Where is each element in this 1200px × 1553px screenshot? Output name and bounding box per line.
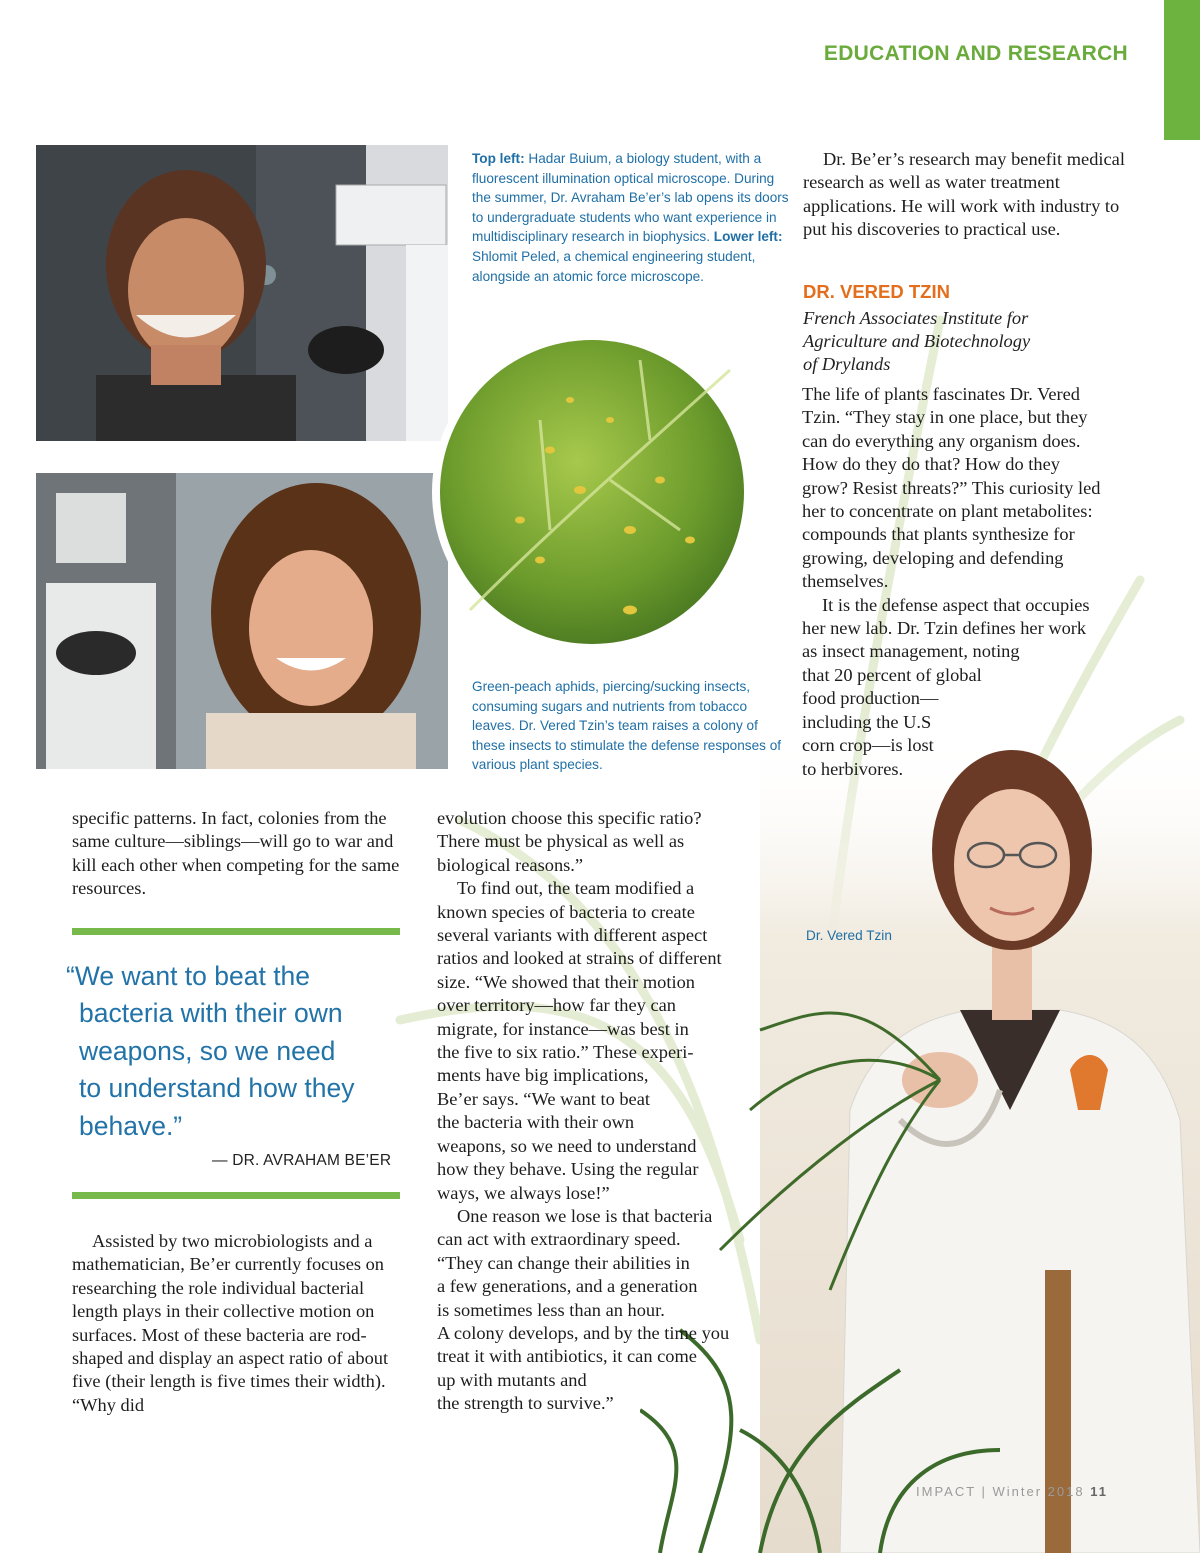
text-line: can do everything any organism does. [802, 430, 1081, 451]
text-line: It is the defense aspect that occupies [822, 594, 1090, 615]
text-line: compounds that plants synthesize for [802, 524, 1075, 545]
aphids-caption: Green-peach aphids, piercing/sucking insects, consuming sugars and nutrients from tobacco leaves. Dr. Vered Tzin’s team raises a colony of these insects to stimulate the defense responses of various plant species. [472, 679, 782, 773]
text-line: ways, we always lose!” [437, 1182, 610, 1203]
footer-publication: IMPACT | Winter 2018 [916, 1484, 1085, 1499]
text-line: The life of plants fascinates Dr. Vered [802, 384, 1080, 404]
pull-quote-rule-bottom [72, 1192, 400, 1199]
text-line: weapons, so we need to understand [437, 1135, 697, 1156]
text-line: up with mutants and [437, 1369, 587, 1390]
affiliation-line: of Drylands [803, 354, 891, 374]
text-line: evolution choose this specific ratio? [437, 808, 702, 828]
column1-top-paragraph: specific patterns. In fact, colonies from the same culture—siblings—will go to war and kill each other when competing for the same resources. [72, 808, 400, 899]
text-line: to herbivores. [802, 758, 904, 779]
text-line: how they behave. Using the regular [437, 1159, 699, 1180]
pull-quote-line: weapons, so we need [79, 1035, 336, 1066]
column1-bottom-paragraph [72, 1230, 412, 1417]
shlomit-peled-photo [36, 473, 448, 769]
caption-label-top-left: Top left: [472, 151, 525, 166]
text-line: a few generations, and a generation [437, 1276, 698, 1297]
text-line: size. “We showed that their motion [437, 971, 695, 992]
text-line: To find out, the team modified a [457, 878, 695, 899]
section-title: EDUCATION AND RESEARCH [823, 42, 1128, 65]
text-line: treat it with antibiotics, it can come [437, 1346, 697, 1367]
text-line: known species of bacteria to create [437, 901, 695, 922]
pull-quote-line: to understand how they [79, 1073, 355, 1104]
pull-quote-rule-top [72, 928, 400, 935]
pull-quote [66, 958, 406, 1145]
column2 [437, 807, 777, 1416]
text-line: the bacteria with their own [437, 1112, 635, 1133]
affiliation-line: Agriculture and Biotechnology [803, 331, 1031, 351]
pull-quote-line: bacteria with their own [79, 998, 343, 1029]
text-line: ments have big implications, [437, 1065, 649, 1086]
text-line: migrate, for instance—was best in [437, 1018, 689, 1039]
pull-quote-line: behave.” [79, 1110, 183, 1141]
portrait-caption: Dr. Vered Tzin [806, 928, 892, 943]
caption-label-lower-left: Lower left: [713, 229, 783, 245]
affiliation [803, 307, 1133, 376]
text-line: her new lab. Dr. Tzin defines her work [802, 618, 1087, 639]
text-line: as insect management, noting [802, 641, 1020, 662]
caption-text-lower-left: Shlomit Peled, a chemical engineering student, alongside an atomic force microscope. [472, 248, 756, 284]
text-line: several variants with different aspect [437, 925, 708, 946]
text-line: can act with extraordinary speed. [437, 1229, 681, 1250]
section-tab [1164, 0, 1200, 140]
text-line: the strength to survive.” [437, 1393, 614, 1414]
text-line: One reason we lose is that bacteria [457, 1205, 713, 1226]
text-line: There must be physical as well as [437, 831, 685, 852]
paragraph: Dr. Be’er’s research may benefit medical research as well as water treatment applications. He will work with industry to put his discoveries to practical use. [803, 149, 1125, 240]
affiliation-line: French Associates Institute for [803, 308, 1029, 328]
page-number: 11 [1090, 1484, 1108, 1499]
text-line: including the U.S [802, 711, 932, 732]
text-line: grow? Resist threats?” This curiosity led [802, 477, 1101, 498]
text-line: growing, developing and defending [802, 547, 1064, 568]
column3-intro [803, 148, 1133, 242]
text-line: “They can change their abilities in [437, 1252, 690, 1273]
text-line: themselves. [802, 571, 889, 592]
pull-quote-attribution: — DR. AVRAHAM BE’ER [212, 1152, 392, 1169]
aphids-leaf-photo [430, 330, 754, 654]
paragraph: Assisted by two microbiologists and a mathematician, Be’er currently focuses on researching the role individual bacterial length plays in their collective motion on surfaces. Most of these bacteria are rod-shaped and display an aspect ratio of about five (their length is five times their width). “Why did [72, 1231, 389, 1415]
text-line: her to concentrate on plant metabolites: [802, 501, 1093, 522]
caption-text-top-left: Hadar Buium, a biology student, with a fluorescent illumination optical microscope. During the summer, Dr. Avraham Be’er’s lab opens its doors to undergraduate students who want experience in multidisciplinary research in biophysics. [472, 151, 789, 245]
text-line: is sometimes less than an hour. [437, 1299, 665, 1320]
text-line: Tzin. “They stay in one place, but they [802, 407, 1088, 428]
text-line: corn crop—is lost [802, 735, 934, 756]
text-line: Be’er says. “We want to beat [437, 1088, 650, 1109]
text-line: that 20 percent of global [802, 664, 982, 685]
text-line: biological reasons.” [437, 854, 584, 875]
text-line: ratios and looked at strains of different [437, 948, 722, 969]
section-heading-vered-tzin: DR. VERED TZIN [803, 281, 950, 302]
page-footer [916, 1484, 1108, 1499]
column3-body [802, 383, 1142, 781]
text-line: over territory—how far they can [437, 995, 676, 1016]
pull-quote-line: “We want to beat the [66, 961, 311, 991]
text-line: How do they do that? How do they [802, 454, 1060, 475]
hadar-buium-photo [36, 145, 448, 441]
text-line: A colony develops, and by the time you [437, 1322, 730, 1343]
photo-caption-top [472, 149, 790, 286]
text-line: the five to six ratio.” These experi- [437, 1042, 694, 1063]
text-line: food production— [802, 688, 939, 709]
